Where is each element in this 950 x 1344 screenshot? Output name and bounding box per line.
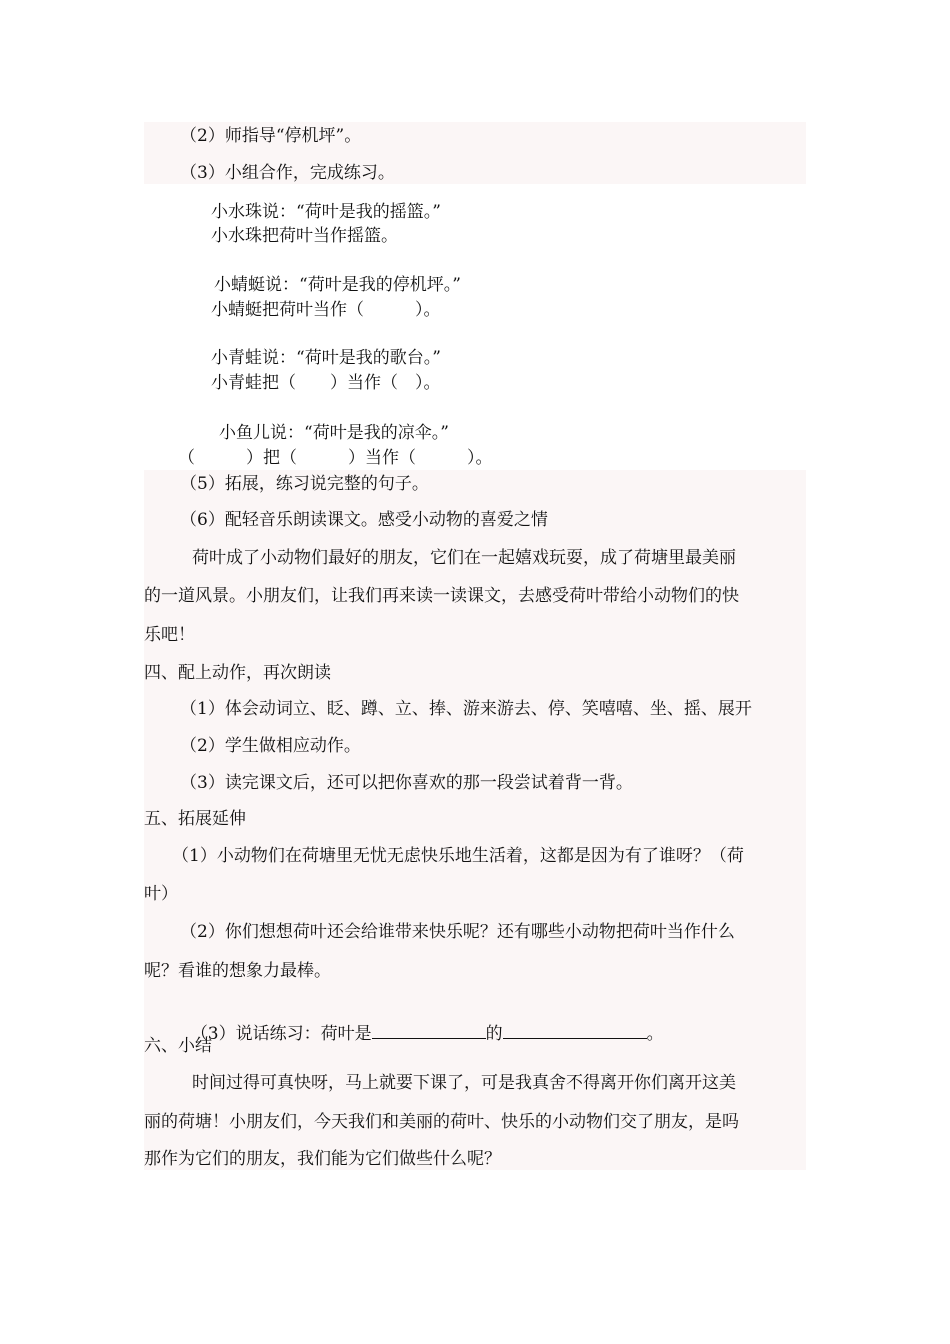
text-line: 小水珠说：“荷叶是我的摇篮。” <box>211 202 441 222</box>
text-line: 小青蛙把（ ）当作（ ）。 <box>211 373 441 393</box>
text-line: （2）学生做相应动作。 <box>180 736 361 756</box>
fill-in-middle: 的 <box>485 1024 503 1044</box>
text-line: 小蜻蜓把荷叶当作（ ）。 <box>211 300 441 320</box>
text-line: 荷叶成了小动物们最好的朋友，它们在一起嬉戏玩耍，成了荷塘里最美丽 <box>192 548 736 568</box>
fill-in-line <box>180 997 664 1044</box>
text-line: 叶） <box>144 884 178 904</box>
text-line: （5）拓展，练习说完整的句子。 <box>180 474 429 494</box>
text-line: 小蜻蜓说：“荷叶是我的停机坪。” <box>214 275 461 295</box>
text-line: （1）小动物们在荷塘里无忧无虑快乐地生活着，这都是因为有了谁呀？（荷 <box>172 846 744 866</box>
text-line: 小鱼儿说：“荷叶是我的凉伞。” <box>219 423 449 443</box>
text-line: 小青蛙说：“荷叶是我的歌台。” <box>211 348 441 368</box>
text-line: 乐吧！ <box>144 625 195 645</box>
section-heading: 五、拓展延伸 <box>144 809 246 829</box>
fill-blank-1[interactable] <box>372 1021 486 1039</box>
fill-in-prefix: （3）说话练习：荷叶是 <box>190 1024 372 1044</box>
text-line: 时间过得可真快呀，马上就要下课了，可是我真舍不得离开你们离开这美 <box>192 1073 736 1093</box>
text-line: （ ）把（ ）当作（ ）。 <box>178 448 493 468</box>
text-line: （6）配轻音乐朗读课文。感受小动物的喜爱之情 <box>180 510 548 530</box>
section-heading: 六、小结 <box>144 1036 212 1056</box>
fill-blank-2[interactable] <box>503 1021 647 1039</box>
text-line: 丽的荷塘！小朋友们，今天我们和美丽的荷叶、快乐的小动物们交了朋友，是吗 <box>144 1112 739 1132</box>
text-line: 小水珠把荷叶当作摇篮。 <box>211 226 398 246</box>
text-line: （1）体会动词立、眨、蹲、立、捧、游来游去、停、笑嘻嘻、坐、摇、展开 <box>180 699 752 719</box>
text-line: 的一道风景。小朋友们，让我们再来读一读课文，去感受荷叶带给小动物们的快 <box>144 586 739 606</box>
text-line: （2）你们想想荷叶还会给谁带来快乐呢？还有哪些小动物把荷叶当作什么 <box>180 922 735 942</box>
text-line: （3）小组合作，完成练习。 <box>180 163 395 183</box>
text-line: （2）师指导“停机坪”。 <box>180 126 362 146</box>
text-line: （3）读完课文后，还可以把你喜欢的那一段尝试着背一背。 <box>180 773 633 793</box>
text-line: 呢？看谁的想象力最棒。 <box>144 961 331 981</box>
fill-in-suffix: 。 <box>646 1024 664 1044</box>
section-heading: 四、配上动作，再次朗读 <box>144 663 331 683</box>
text-line: 那作为它们的朋友，我们能为它们做些什么呢？ <box>144 1149 501 1169</box>
